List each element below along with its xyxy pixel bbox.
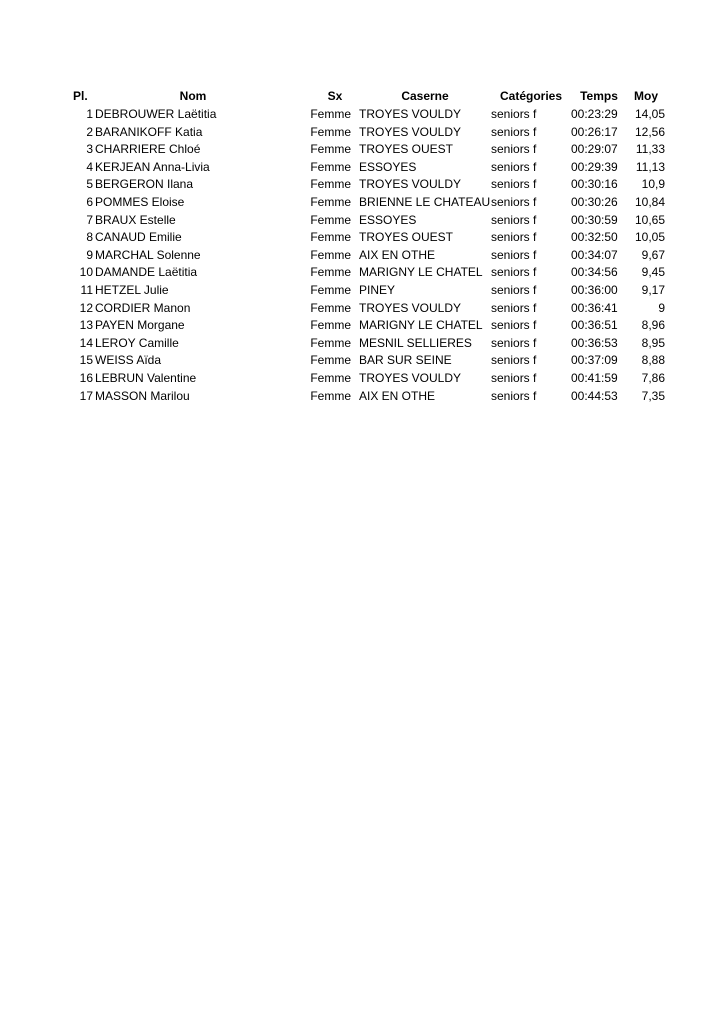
cell-station: PINEY	[359, 282, 396, 297]
cell-station: ESSOYES	[359, 212, 417, 227]
table-row	[70, 124, 665, 142]
cell-place: 5	[86, 177, 93, 192]
table-row	[70, 159, 665, 177]
cell-station: TROYES VOULDY	[359, 177, 462, 192]
table-row	[70, 212, 665, 230]
cell-place: 10	[79, 265, 93, 280]
cell-category: seniors f	[491, 265, 537, 280]
cell-category: seniors f	[491, 353, 537, 368]
cell-time: 00:30:16	[571, 177, 618, 192]
header-name: Nom	[179, 89, 207, 104]
cell-name: BRAUX Estelle	[95, 212, 176, 227]
header-category: Catégories	[499, 89, 563, 104]
cell-time: 00:36:51	[571, 318, 618, 333]
header-time: Temps	[580, 89, 618, 104]
table-row	[70, 194, 665, 212]
cell-station: TROYES VOULDY	[359, 300, 462, 315]
table-row	[70, 282, 665, 300]
cell-category: seniors f	[491, 282, 537, 297]
cell-station: MARIGNY LE CHATEL	[359, 318, 483, 333]
cell-station: ESSOYES	[359, 159, 417, 174]
results-table	[70, 88, 665, 405]
cell-station: BRIENNE LE CHATEAU	[359, 194, 491, 209]
cell-category: seniors f	[491, 300, 537, 315]
cell-sex: Femme	[310, 388, 351, 403]
cell-name: MASSON Marilou	[95, 388, 190, 403]
cell-average: 7,35	[641, 388, 665, 403]
header-place: Pl.	[73, 89, 88, 104]
cell-average: 9	[658, 300, 665, 315]
cell-station: TROYES VOULDY	[359, 124, 462, 139]
cell-time: 00:26:17	[571, 124, 618, 139]
table-row	[70, 141, 665, 159]
cell-category: seniors f	[491, 159, 537, 174]
cell-sex: Femme	[310, 212, 351, 227]
cell-average: 14,05	[634, 107, 665, 121]
cell-sex: Femme	[310, 318, 351, 333]
cell-sex: Femme	[310, 177, 351, 192]
cell-average: 9,67	[641, 247, 665, 262]
cell-name: CORDIER Manon	[95, 300, 191, 315]
cell-sex: Femme	[310, 107, 351, 121]
cell-category: seniors f	[491, 247, 537, 262]
cell-category: seniors f	[491, 335, 537, 350]
cell-station: BAR SUR SEINE	[359, 353, 452, 368]
cell-average: 11,33	[635, 142, 665, 157]
cell-place: 13	[79, 318, 93, 333]
cell-name: CHARRIERE Chloé	[95, 142, 201, 157]
cell-average: 10,65	[634, 212, 665, 227]
header-sex: Sx	[327, 89, 343, 104]
cell-category: seniors f	[491, 177, 537, 192]
cell-average: 10,9	[641, 177, 665, 192]
cell-sex: Femme	[310, 282, 351, 297]
cell-station: AIX EN OTHE	[359, 247, 436, 262]
cell-place: 3	[86, 142, 93, 157]
cell-name: BERGERON Ilana	[95, 177, 194, 192]
cell-station: MARIGNY LE CHATEL	[359, 265, 483, 280]
cell-sex: Femme	[310, 142, 351, 157]
cell-time: 00:36:41	[571, 300, 618, 315]
cell-sex: Femme	[310, 194, 351, 209]
table-body	[70, 106, 665, 405]
cell-station: TROYES OUEST	[359, 230, 454, 245]
cell-place: 12	[79, 300, 93, 315]
cell-station: TROYES OUEST	[359, 142, 454, 157]
header-station: Caserne	[401, 89, 449, 104]
cell-time: 00:34:56	[571, 265, 618, 280]
table-row	[70, 317, 665, 335]
table-row	[70, 388, 665, 406]
cell-name: BARANIKOFF Katia	[95, 124, 203, 139]
table-row	[70, 176, 665, 194]
cell-average: 8,96	[641, 318, 665, 333]
cell-place: 11	[80, 282, 93, 297]
cell-sex: Femme	[310, 300, 351, 315]
cell-sex: Femme	[310, 370, 351, 385]
cell-average: 10,05	[634, 230, 665, 245]
cell-sex: Femme	[310, 335, 351, 350]
cell-station: TROYES VOULDY	[359, 370, 462, 385]
cell-name: CANAUD Emilie	[95, 230, 182, 245]
cell-name: PAYEN Morgane	[95, 318, 185, 333]
table-row	[70, 300, 665, 318]
cell-category: seniors f	[491, 142, 537, 157]
table-row	[70, 264, 665, 282]
cell-name: MARCHAL Solenne	[95, 247, 201, 262]
cell-station: MESNIL SELLIERES	[359, 335, 472, 350]
cell-place: 14	[79, 335, 93, 350]
cell-place: 8	[86, 230, 93, 245]
cell-time: 00:44:53	[571, 388, 618, 403]
cell-average: 7,86	[641, 370, 665, 385]
cell-name: POMMES Eloise	[95, 194, 185, 209]
cell-place: 9	[86, 247, 93, 262]
cell-average: 10,84	[634, 194, 665, 209]
cell-category: seniors f	[491, 194, 537, 209]
cell-time: 00:29:39	[571, 159, 618, 174]
header-row	[70, 88, 665, 106]
cell-station: AIX EN OTHE	[359, 388, 436, 403]
cell-name: LEROY Camille	[95, 335, 179, 350]
cell-place: 4	[86, 159, 93, 174]
cell-category: seniors f	[491, 388, 537, 403]
cell-time: 00:32:50	[571, 230, 618, 245]
cell-name: HETZEL Julie	[95, 282, 169, 297]
cell-category: seniors f	[491, 318, 537, 333]
cell-average: 9,17	[641, 282, 665, 297]
cell-name: DAMANDE Laëtitia	[95, 265, 198, 280]
cell-sex: Femme	[310, 230, 351, 245]
cell-category: seniors f	[491, 124, 537, 139]
cell-sex: Femme	[310, 265, 351, 280]
cell-time: 00:30:26	[571, 194, 618, 209]
cell-time: 00:29:07	[571, 142, 618, 157]
cell-station: TROYES VOULDY	[359, 107, 462, 121]
cell-sex: Femme	[310, 124, 351, 139]
cell-place: 16	[79, 370, 93, 385]
cell-name: KERJEAN Anna-Livia	[95, 159, 210, 174]
cell-time: 00:36:00	[571, 282, 618, 297]
cell-time: 00:34:07	[571, 247, 618, 262]
cell-time: 00:23:29	[571, 107, 618, 121]
cell-average: 12,56	[634, 124, 665, 139]
cell-average: 8,95	[641, 335, 665, 350]
table-row	[70, 247, 665, 265]
table-row	[70, 370, 665, 388]
cell-time: 00:41:59	[571, 370, 618, 385]
table-header	[70, 88, 665, 106]
table-row	[70, 229, 665, 247]
cell-sex: Femme	[310, 159, 351, 174]
cell-name: WEISS Aïda	[95, 353, 162, 368]
cell-category: seniors f	[491, 370, 537, 385]
cell-place: 15	[79, 353, 93, 368]
cell-place: 6	[86, 194, 93, 209]
cell-average: 9,45	[641, 265, 665, 280]
header-average: Moy	[634, 89, 658, 104]
cell-average: 8,88	[641, 353, 665, 368]
table-row	[70, 335, 665, 353]
cell-time: 00:36:53	[571, 335, 618, 350]
cell-place: 2	[86, 124, 93, 139]
table-row	[70, 106, 665, 124]
cell-time: 00:30:59	[571, 212, 618, 227]
cell-sex: Femme	[310, 247, 351, 262]
cell-name: DEBROUWER Laëtitia	[95, 107, 217, 121]
cell-sex: Femme	[310, 353, 351, 368]
cell-category: seniors f	[491, 230, 537, 245]
cell-place: 17	[79, 388, 93, 403]
table-row	[70, 352, 665, 370]
cell-place: 1	[86, 107, 93, 121]
cell-place: 7	[86, 212, 93, 227]
cell-name: LEBRUN Valentine	[95, 370, 197, 385]
cell-average: 11,13	[635, 159, 665, 174]
cell-category: seniors f	[491, 107, 537, 121]
cell-time: 00:37:09	[571, 353, 618, 368]
cell-category: seniors f	[491, 212, 537, 227]
